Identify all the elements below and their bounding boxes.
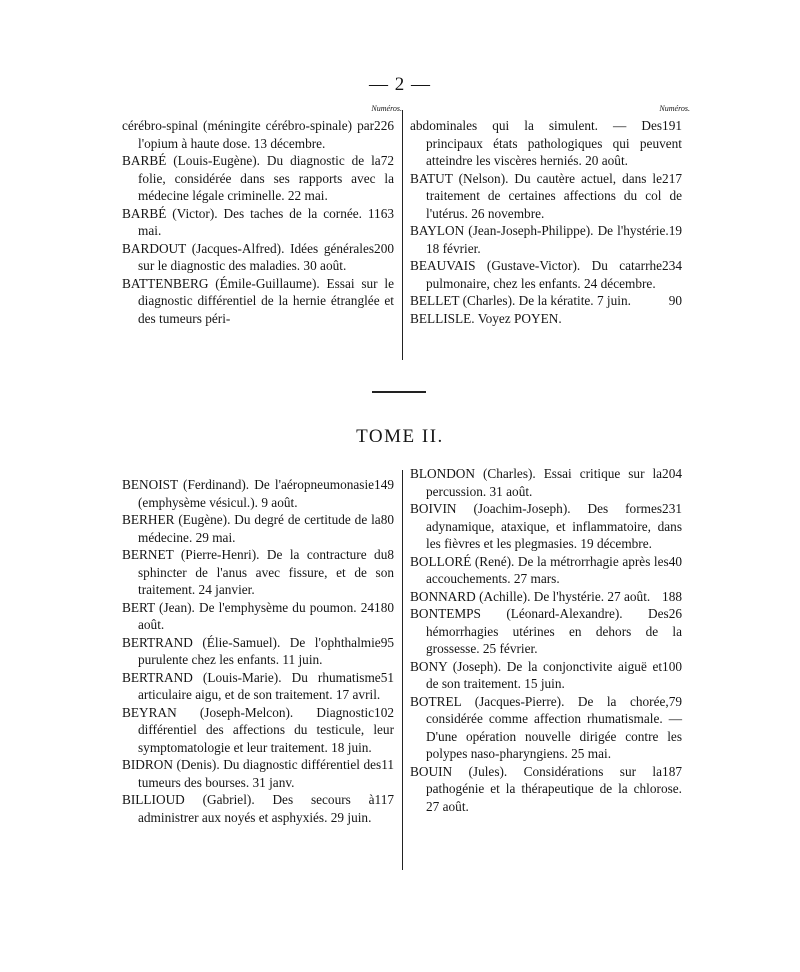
index-entry xyxy=(122,476,394,511)
index-entry xyxy=(122,704,394,757)
tome1-right-column xyxy=(410,103,690,327)
entry-number: 191 xyxy=(662,118,682,133)
entry-number: 63 xyxy=(380,205,394,221)
entry-number: 11 xyxy=(381,757,394,772)
entry-number: 180 xyxy=(374,599,394,615)
index-entry xyxy=(122,152,394,205)
entry-text: BLONDON (Charles). Essai critique sur la percussion. 31 août. xyxy=(410,466,663,499)
entry-number: 217 xyxy=(662,170,682,186)
numeros-header: Numéros. xyxy=(659,104,690,113)
entry-number: 51 xyxy=(380,669,394,685)
entry-text: BERNET (Pierre-Henri). De la contracture du sphincter de l'anus avec fissure, et de son traitement. 24 janvier. xyxy=(122,547,394,597)
index-entry xyxy=(410,500,682,553)
entry-text: BOUIN (Jules). Considérations sur la pathogénie et la thérapeutique de la chlorose. 27 août. xyxy=(410,763,682,814)
entry-text: BARDOUT (Jacques-Alfred). Idées générales sur le diagnostic des maladies. 30 août. xyxy=(122,240,375,273)
entry-number: 117 xyxy=(374,792,394,807)
entry-text: BOLLORÉ (René). De la métrorrhagie après les accouchements. 27 mars. xyxy=(410,553,669,586)
index-entry xyxy=(410,658,682,693)
index-entry xyxy=(122,275,394,328)
entry-text: BONTEMPS (Léonard-Alexandre). Des hémorrhagies utérines en dehors de la grossesse. 25 février. xyxy=(410,606,682,656)
entry-text: BERTRAND (Élie-Samuel). De l'ophthalmie purulente chez les enfants. 11 juin. xyxy=(122,634,381,667)
index-entry xyxy=(122,634,394,669)
entry-text: BENOIST (Ferdinand). De l'aéropneumonasie (emphysème vésicul.). 9 août. xyxy=(122,477,375,510)
column-divider xyxy=(402,470,403,870)
index-entry xyxy=(410,605,682,658)
entry-number: 231 xyxy=(662,501,682,516)
entry-number: 234 xyxy=(662,258,682,273)
entry-text: BAYLON (Jean-Joseph-Philippe). De l'hystérie. 18 février. xyxy=(410,223,669,256)
entry-number: 100 xyxy=(662,658,682,674)
column-divider xyxy=(402,110,403,360)
entry-number: 149 xyxy=(374,477,394,492)
index-entry xyxy=(410,222,682,257)
index-entry xyxy=(410,170,682,223)
entry-text: BATTENBERG (Émile-Guillaume). Essai sur le diagnostic différentiel de la hernie étranglée et des tumeurs péri- xyxy=(122,275,394,326)
entry-number: 200 xyxy=(374,240,394,256)
index-entry xyxy=(410,553,682,588)
entry-text: BILLIOUD (Gabriel). Des secours à administrer aux noyés et asphyxiés. 29 juin. xyxy=(122,792,375,825)
entry-text: BOTREL (Jacques-Pierre). De la chorée, considérée comme affection rhumatismale. — D'une opération nouvelle dirigée contre les polypes naso-pharyngiens. 25 mai. xyxy=(410,693,682,761)
entry-number: 226 xyxy=(374,118,394,133)
entry-text: cérébro-spinal (méningite cérébro-spinale) par l'opium à haute dose. 13 décembre. xyxy=(122,118,375,151)
entry-text: BONNARD (Achille). De l'hystérie. 27 août. xyxy=(410,588,651,604)
entry-number: 95 xyxy=(380,634,394,650)
index-entry xyxy=(122,791,394,826)
index-entry xyxy=(122,511,394,546)
entry-number: 187 xyxy=(662,763,682,779)
tome2-right-column xyxy=(410,465,682,815)
index-entry xyxy=(122,205,394,240)
entry-text: BATUT (Nelson). Du cautère actuel, dans le traitement de certaines affections du col de l'utérus. 26 novembre. xyxy=(410,170,682,221)
index-entry xyxy=(122,599,394,634)
index-entry xyxy=(410,465,682,500)
entry-text: BERT (Jean). De l'emphysème du poumon. 24 août. xyxy=(122,599,375,632)
entry-text: abdominales qui la simulent. — Des principaux états pathologiques qui peuvent atteindre les viscères herniés. 20 août. xyxy=(410,118,682,168)
index-entry xyxy=(410,257,682,292)
numeros-header: Numéros. xyxy=(371,104,402,113)
entry-number: 72 xyxy=(380,153,394,168)
entry-number: 8 xyxy=(387,547,394,562)
entry-text: BEYRAN (Joseph-Melcon). Diagnostic différentiel des affections du testicule, leur symptomatologie et leur traitement. 18 juin. xyxy=(122,704,394,755)
entry-number: 102 xyxy=(374,704,394,720)
entry-text: BOIVIN (Joachim-Joseph). Des formes adynamique, ataxique, et inflammatoire, dans les fièvres et les plegmasies. 19 décembre. xyxy=(410,501,682,551)
entry-number: 188 xyxy=(662,588,682,604)
entry-text: BARBÉ (Louis-Eugène). Du diagnostic de la folie, considérée dans ses rapports avec la médecine légale criminelle. 22 mai. xyxy=(122,153,394,203)
entry-number: 26 xyxy=(668,606,682,621)
entry-text: BERTRAND (Louis-Marie). Du rhumatisme articulaire aigu, et de son traitement. 17 avril. xyxy=(122,669,381,702)
tome2-left-column xyxy=(122,476,394,826)
index-entry xyxy=(122,240,394,275)
entry-number: 204 xyxy=(662,466,682,481)
tome1-left-column xyxy=(122,103,402,327)
index-entry xyxy=(122,669,394,704)
index-entry xyxy=(410,763,682,816)
entry-text: BONY (Joseph). De la conjonctivite aiguë et de son traitement. 15 juin. xyxy=(410,658,663,691)
entry-text: BARBÉ (Victor). Des taches de la cornée. 11 mai. xyxy=(122,205,381,238)
entry-number: 40 xyxy=(668,553,682,569)
entry-text: BELLISLE. Voyez POYEN. xyxy=(410,310,562,326)
index-entry xyxy=(410,310,682,328)
index-entry xyxy=(122,546,394,599)
index-entry xyxy=(410,588,682,606)
index-entry xyxy=(410,117,682,170)
entry-number: 19 xyxy=(668,223,682,238)
entry-number: 90 xyxy=(668,293,682,308)
entry-number: 79 xyxy=(668,693,682,709)
section-separator xyxy=(372,391,426,393)
entry-text: BEAUVAIS (Gustave-Victor). Du catarrhe pulmonaire, chez les enfants. 24 décembre. xyxy=(410,258,663,291)
page-number: — 2 — xyxy=(369,74,431,95)
entry-number: 80 xyxy=(380,512,394,527)
tome-heading: TOME II. xyxy=(356,426,444,447)
index-entry xyxy=(122,117,394,152)
index-entry xyxy=(122,756,394,791)
index-entry xyxy=(410,292,682,310)
entry-text: BIDRON (Denis). Du diagnostic différentiel des tumeurs des bourses. 31 janv. xyxy=(122,757,382,790)
entry-text: BERHER (Eugène). Du degré de certitude de la médecine. 29 mai. xyxy=(122,512,381,545)
entry-text: BELLET (Charles). De la kératite. 7 juin. xyxy=(410,293,631,308)
index-entry xyxy=(410,693,682,763)
